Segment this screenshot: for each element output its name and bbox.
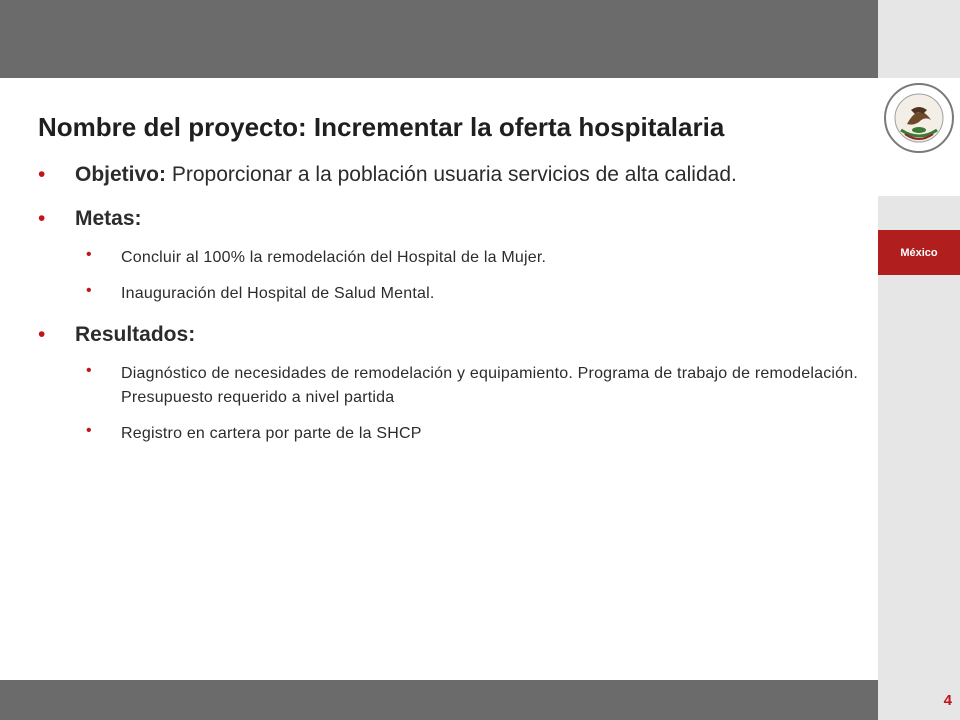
footer-bar — [0, 680, 878, 720]
coat-of-arms-icon — [881, 80, 957, 156]
page-number: 4 — [943, 691, 952, 709]
bullet-icon: • — [38, 323, 46, 346]
results-label: Resultados: — [75, 323, 196, 346]
slide-title: Nombre del proyecto: Incrementar la oferta hospitalaria — [38, 112, 725, 142]
objective-bullet — [38, 160, 858, 190]
slide-body — [38, 108, 858, 446]
bullet-icon: • — [38, 163, 46, 186]
header-bar — [0, 0, 878, 78]
logo-label: México — [878, 230, 960, 275]
goal-item — [38, 246, 858, 270]
goal-item-text: Concluir al 100% la remodelación del Hospital de la Mujer. — [121, 249, 547, 266]
result-item — [38, 422, 858, 446]
mexico-logo — [878, 78, 960, 259]
objective-text: Proporcionar a la población usuaria servicios de alta calidad. — [166, 163, 737, 186]
goals-bullet — [38, 204, 858, 234]
goals-label: Metas: — [75, 207, 142, 230]
bullet-icon: • — [86, 362, 92, 379]
goal-item-text: Inauguración del Hospital de Salud Mental. — [121, 285, 435, 302]
result-item — [38, 362, 858, 410]
bullet-icon: • — [86, 422, 92, 439]
result-item-text: Diagnóstico de necesidades de remodelación y equipamiento. Programa de trabajo de remodelación. Presupuesto requerido a nivel partida — [121, 365, 858, 406]
bullet-icon: • — [38, 207, 46, 230]
result-item-text: Registro en cartera por parte de la SHCP — [121, 425, 422, 442]
results-bullet — [38, 320, 858, 350]
objective-label: Objetivo: — [75, 163, 167, 186]
goal-item — [38, 282, 858, 306]
bullet-icon: • — [86, 246, 92, 263]
bullet-icon: • — [86, 282, 92, 299]
